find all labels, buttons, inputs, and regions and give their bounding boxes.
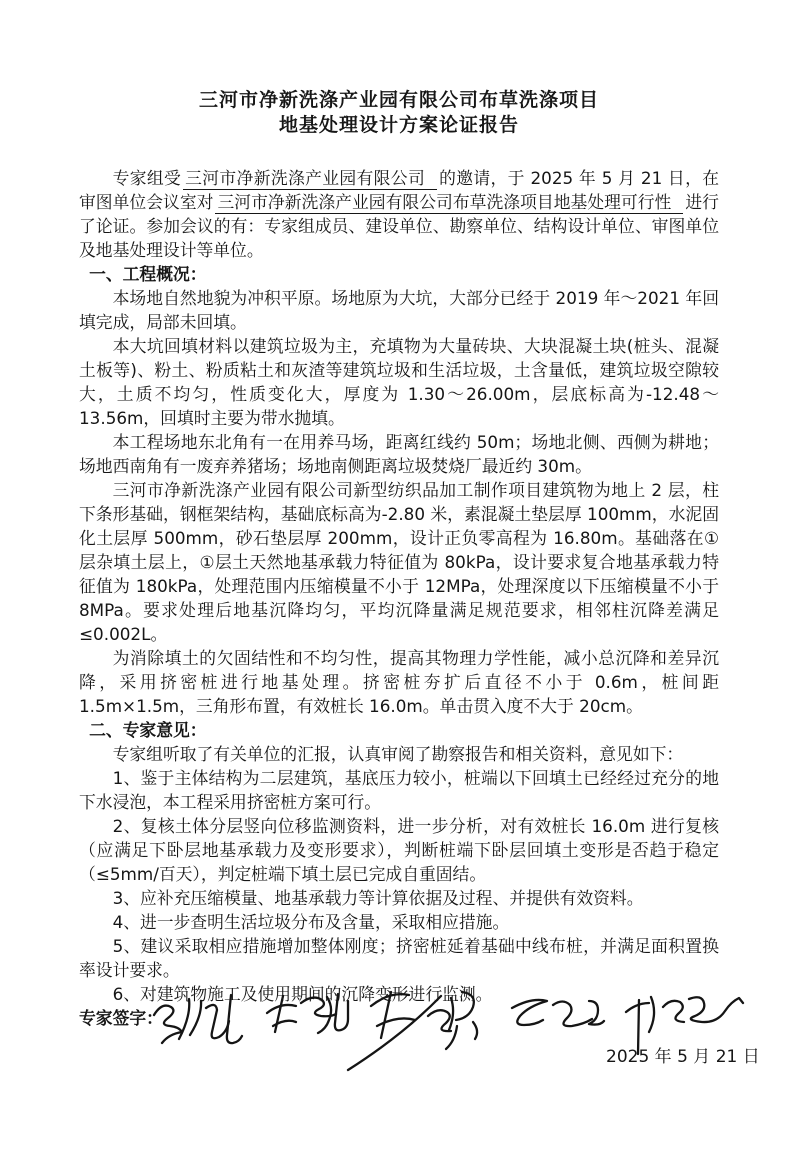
section2-intro: 专家组听取了有关单位的汇报，认真审阅了勘察报告和相关资料，意见如下： [112, 744, 684, 764]
handwritten-signature-4 [512, 1000, 604, 1026]
handwritten-signature-1 [154, 995, 242, 1043]
intro-underlined-project: 三河市净新洗涤产业园有限公司布草洗涤项目地基处理可行性 [215, 192, 683, 214]
section1-paragraph-2: 本大坑回填材料以建筑垃圾为主，充填物为大量砖块、大块混凝土块(桩头、混凝土板等)、粉土、粉质粘土和灰渣等建筑垃圾和生活垃圾，土含量低，建筑垃圾空隙较大，土质不均匀，性质变化大，厚度为 1.30～26.00m，层底标高为-12.48～13.56m，回填时主要为带水抛填。 [79, 336, 719, 428]
section1-paragraph-3: 本工程场地东北角有一在用养马场，距离红线约 50m；场地北侧、西侧为耕地；场地西南角有一废弃养猪场；场地南侧距离垃圾焚烧厂最近约 30m。 [79, 432, 719, 476]
report-content [79, 88, 719, 1030]
expert-opinion-item-4: 4、进一步查明生活垃圾分布及含量，采取相应措施。 [112, 912, 510, 932]
expert-signature-label: 专家签字： [79, 1008, 163, 1028]
intro-paragraph [79, 166, 719, 262]
handwritten-signature-2 [267, 994, 348, 1033]
intro-segment-2: 的邀请，于 2025 年 5 月 21 日，在审图单位会议室对 [79, 168, 719, 212]
section1-paragraph-5: 为消除填土的欠固结性和不均匀性，提高其物理力学性能，减小总沉降和差异沉降，采用挤密桩进行地基处理。挤密桩夯扩后直径不小于 0.6m，桩间距 1.5m×1.5m，三角形布置，有效桩长 16.0m。单击贯入度不大于 20cm。 [79, 648, 719, 716]
section1-heading: 一、工程概况： [89, 264, 207, 284]
handwritten-signature-3 [348, 992, 477, 1070]
expert-opinion-item-6: 6、对建筑物施工及使用期间的沉降变形进行监测。 [112, 984, 493, 1004]
intro-segment-1: 专家组受 [112, 168, 182, 188]
section2-heading: 二、专家意见： [89, 720, 207, 740]
intro-underlined-company: 三河市净新洗涤产业园有限公司 [183, 168, 437, 190]
report-date: 2025 年 5 月 21 日 [606, 1047, 760, 1067]
expert-opinion-item-1: 1、鉴于主体结构为二层建筑，基底压力较小，桩端以下回填土已经经过充分的地下水浸泡，本工程采用挤密桩方案可行。 [79, 768, 719, 812]
report-title-line2: 地基处理设计方案论证报告 [278, 114, 519, 136]
intro-segment-3: 进行了论证。参加会议的有：专家组成员、建设单位、勘察单位、结构设计单位、审图单位及地基处理设计等单位。 [79, 192, 719, 260]
expert-opinion-item-5: 5、建议采取相应措施增加整体刚度；挤密桩延着基础中线布桩，并满足面积置换率设计要求。 [79, 936, 719, 980]
expert-opinion-item-2: 2、复核土体分层竖向位移监测资料，进一步分析，对有效桩长 16.0m 进行复核（应满足下卧层地基承载力及变形要求），判断桩端下卧层回填土变形是否趋于稳定（≤5mm/百天），判定桩端下填土层已完成自重固结。 [79, 816, 719, 884]
report-body [79, 166, 719, 1030]
expert-opinion-item-3: 3、应补充压缩模量、地基承载力等计算依据及过程、并提供有效资料。 [112, 888, 644, 908]
section1-paragraph-1: 本场地自然地貌为冲积平原。场地原为大坑，大部分已经于 2019 年～2021 年回填完成，局部未回填。 [79, 288, 719, 332]
report-title-line1: 三河市净新洗涤产业园有限公司布草洗涤项目 [198, 89, 599, 111]
section1-paragraph-4: 三河市净新洗涤产业园有限公司新型纺织品加工制作项目建筑物为地上 2 层，柱下条形基础，钢框架结构，基础底标高为-2.80 米，素混凝土垫层厚 100mm，水泥固化土层厚 500mm，砂石垫层厚 200mm，设计正负零高程为 16.80m。基础落在①层杂填土层上，①层土天然地基承载力特征值为 80kPa，设计要求复合地基承载力特征值为 180kPa，处理范围内压缩模量不小于 12MPa，处理深度以下压缩模量不小于 8MPa。要求处理后地基沉降均匀，平均沉降量满足规范要求，相邻柱沉降差满足≤0.002L。 [79, 480, 719, 644]
